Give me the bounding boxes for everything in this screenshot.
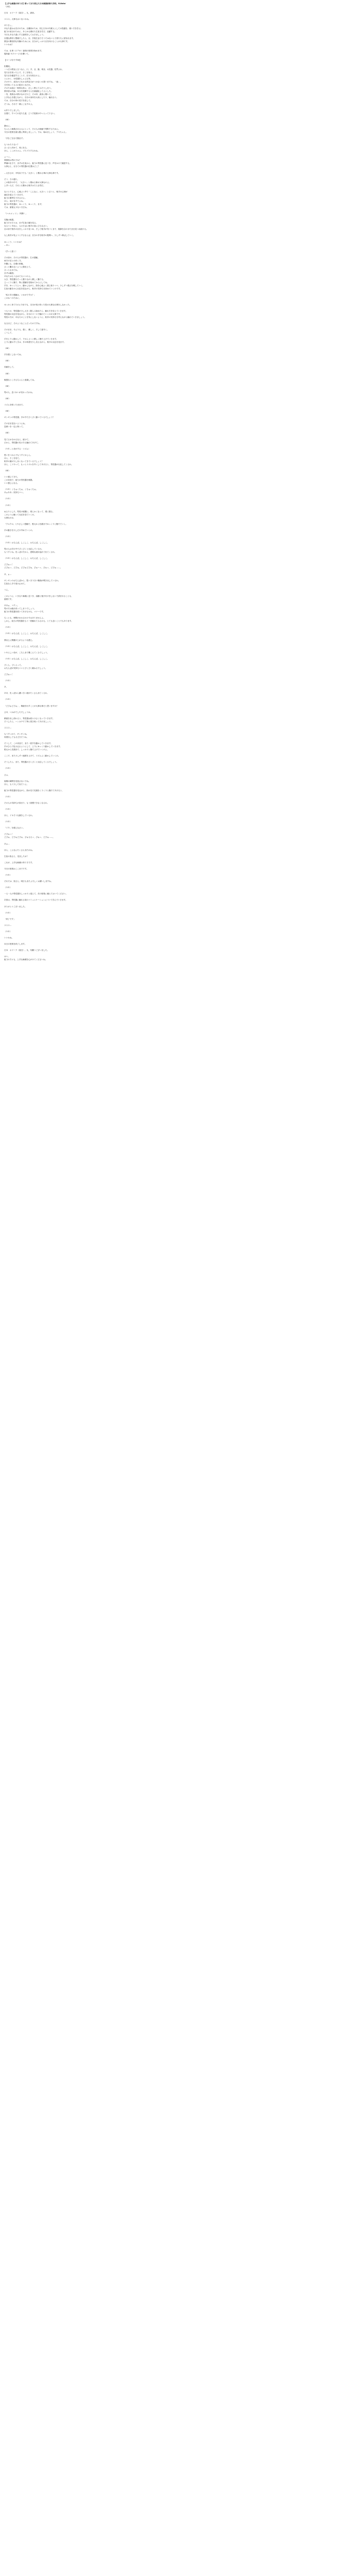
script-line: 組力の方々も、上手な痴漢を心がけてくださいね。	[4, 959, 47, 961]
script-line: ちゃんと痴漢される人にとって、その人の価値で判断するために。	[4, 128, 60, 130]
script-line: 松殿枕。	[4, 65, 12, 67]
script-line: 手を上下に動かして、下から上へと優しく撫で上げていきます。	[4, 338, 58, 341]
script-line: ありがとうございました。	[4, 905, 27, 908]
script-line: 何度出しても大丈夫そうね。	[4, 736, 29, 738]
script-line: あなた達はお告げのため、全層西のため、同じ日本の代理人としての役割を、使い方を学ぶ。	[4, 27, 82, 30]
script-line: ああ、先っぽから濃い白い液がたくさん出てくるわ。	[4, 692, 49, 695]
script-line: （SE）	[4, 397, 10, 400]
script-line: 分を知ってる人の総まとめだわ。	[4, 84, 32, 87]
script-line: ゆっくり、いいわね？	[4, 241, 23, 243]
script-line: 「イク」を感じなさい。	[4, 827, 25, 829]
script-line: だから、男性器の先の方も触れてあげて。	[4, 441, 40, 444]
script-line: さっさと決めて、用に出る。	[4, 147, 29, 149]
script-line: （SE）	[4, 385, 10, 387]
script-line: 今日の授業はここまでです。	[4, 867, 29, 870]
script-line: その人の気持ちが高まり、もう我慢できなくなるわ。	[4, 801, 49, 804]
script-line: 見てるか分かるなら、続けて。	[4, 438, 31, 441]
script-line: 大き、男性器をそっと握りながら優しく撫でる。	[4, 278, 45, 281]
script-line: しかし、組力の男性器をもう一度触れてみるのも、とても良いことでもあります。	[4, 620, 73, 623]
script-line: はい。	[4, 955, 10, 958]
script-line: ススス…	[4, 924, 12, 926]
script-line: この状況で、組力の男性器を刺激。	[4, 479, 34, 482]
script-line: 男の方は疲れ切ってしまうでしょう。	[4, 608, 36, 610]
script-line: 教室の開放的な実験のためには、自分がしっかり目を向けることが大事です。	[4, 40, 69, 43]
script-line: さっと止めてね。	[4, 269, 19, 271]
script-line: 思いをつかんでもうすぐかしら。	[4, 454, 32, 456]
script-line: なるべく早めに、人のそばに相手の前に立ちなさい。	[4, 225, 49, 228]
script-line: （ＳＥ）	[4, 930, 12, 933]
script-line: （ＳＥ）	[4, 808, 12, 811]
script-line: ほら、前がまずでよね。	[4, 200, 25, 202]
script-line: 組力の男性器が、ゆっくり、ゆっくり、まず。	[4, 203, 44, 205]
script-line: ほら、ここがスルよ。ブスブスするわね。	[4, 150, 39, 152]
script-line: このように触って反応を見ていくの。	[4, 513, 36, 516]
script-line: ああぁ、コクン。	[4, 604, 19, 607]
script-line: （ぎっと揺く）	[4, 250, 18, 252]
script-line: （SE）	[4, 469, 10, 472]
script-line: それでは、皆さん、明日もまたよろしくお願いしますね。	[4, 880, 53, 883]
script-line: 場所番 ＳＺページ1を開いて。	[4, 52, 31, 55]
script-line: 手を強くしないでね。	[4, 354, 23, 356]
script-line: 上手な心を感じながら、自分の身体を大切にしたり、触れ合う。	[4, 96, 59, 99]
script-line: な々とでると、心地よい声で「こんなに、大きい」と言うと、相手の心理が	[4, 190, 68, 193]
script-line: （ＳＥ）	[4, 504, 12, 506]
script-line: いいわね？	[4, 43, 13, 46]
script-line: （SE）	[4, 360, 10, 362]
script-line: なるほど、そのようなことだったのですね。	[4, 322, 41, 325]
script-line: （ＳＥ）	[4, 911, 12, 914]
script-line: 男性器の反応を見ながら、自分のペースで触れていくのが大事です。	[4, 313, 62, 315]
script-body	[4, 5, 344, 961]
script-line: そのまま見ないようにね。	[4, 423, 27, 425]
script-line: 生徒なら手で受け止めて。	[4, 582, 27, 585]
script-line: 今日の授業を最大限に利用しましょう。では、始めましょう、アキちゃん。	[4, 131, 68, 133]
script-line: ギンギンの男性器、手の中でびくびく動いているでしょう？	[4, 416, 54, 419]
script-line: このねーのために、	[4, 297, 21, 300]
script-line: そうね、それで一緒にこなすのよ。	[4, 103, 34, 105]
script-line: どぴゅ、どぴゅどぴゅ、びゅるるっ、びゅっ、どぴゅ……。	[4, 836, 55, 839]
script-line: ほら、イキそうな顔をしているわ。	[4, 814, 34, 817]
script-line: 「終了です」	[4, 918, 16, 920]
script-line: そのまま、今よりも、強く、優しく、そして素早く。	[4, 328, 49, 331]
script-line: ほら、こうやって、もっとリズムを早くしてあげると、男性器が反応してくるわ。	[4, 463, 73, 466]
script-line: 日本 ホワーラ（架空）。丸、最終。	[4, 12, 36, 15]
script-line: 見た目を確認することで、自分を知るのよ。	[4, 75, 41, 77]
script-line: 上下に動かすときは、手の角度を少し変えながら、相手の反応を見ます。	[4, 341, 66, 344]
script-line: 「（ヘルメット）」（判断）。	[4, 213, 27, 215]
script-line: 「私の手の感触は、いかがですか？」	[4, 294, 36, 297]
script-line: もうわたりない？	[4, 144, 19, 146]
script-line: 生徒の皆さん、見ましたか？	[4, 855, 29, 857]
script-line: 「どぴゅどぴゅ」、精液を出すことが大事な事だと思いますか？	[4, 705, 59, 707]
script-line: 大事さん、目当ての男性器の位置はどこ？	[4, 165, 40, 168]
script-line: 組力の男性器を見ながら、指の先で先端をくりくりと撫でてあげると、	[4, 789, 64, 792]
script-line: その前の、その人の男性器の、生の感触。	[4, 256, 39, 259]
script-line: あ、ぁ…	[4, 573, 12, 575]
script-line: お作りでしました。	[4, 109, 21, 111]
script-line: （ＳＥ）おちんぽ。しこしこ、おちんぽ、しこしこ。	[4, 557, 49, 560]
script-line: 精液を出し終わると、男性器は段々小さくなっていきます。	[4, 717, 54, 720]
script-line: 手を、ゆっくり上へ、動かしながら、指を心地よく感じ取りつつ、少しずつ強さを増していく。	[4, 285, 85, 287]
script-line: （ＳＥ…と音がする・リズム）	[4, 447, 31, 450]
script-line: （ＳＥ）おちんぽ。しこしこ、おちんぽ、しこしこ。	[4, 632, 49, 635]
script-line: まずは確認。	[4, 272, 16, 275]
script-line: さあ、いかがでしたでしょうか。	[4, 711, 32, 713]
script-line: そのため組む一般的な形に、正しく教えてみたりしまう。	[4, 87, 53, 90]
script-line: ぬるりとした、男性の粘膜に、柔らかくなって、強く握る。	[4, 510, 54, 513]
script-line: （ＳＥ）	[4, 795, 12, 798]
script-line: 次回は、男性器に触れる前のコミュニケーションについて学んでいきます。	[4, 899, 67, 902]
script-line: 男性の方が、あなたのことを気にしないように、相手の気持ちを考えながら触れていきましょう。	[4, 316, 87, 318]
script-line: いい感じてきた。	[4, 476, 19, 478]
script-line: 敏感なところもちゃんと意識してね。	[4, 378, 36, 381]
script-line: そうしたら、ハンカチで丁寧に拭き取ってあげましょう。	[4, 720, 53, 723]
script-line: では、自分の体の見方を話して。	[4, 100, 32, 102]
script-line: ほら、こんなにたくさん出たわね。	[4, 849, 34, 851]
script-line: （ＳＥ）	[4, 698, 12, 701]
script-line: （ＳＥ）	[4, 821, 12, 823]
script-line: 自慢で、すべての見たち達、どうぞ授業の中へ入って下さい。	[4, 112, 57, 115]
script-line: 両方の足との向く方。	[4, 259, 23, 262]
script-line: （ＳＥ）おちんぽ。しこしこ、おちんぽ。しこしこ。	[4, 657, 49, 660]
script-line: もし相手が見ようとするならば、自分の手を相手の股間へ、少しずつ伸ばしていく。	[4, 234, 75, 237]
script-line: どぴゅっ！	[4, 673, 13, 676]
script-line: では、仕事（ビデオ）説明の授業を始めます。	[4, 49, 44, 52]
script-line: （SE）	[4, 432, 10, 434]
script-line: このように、いきなり痴漢に近づき、前戯と後片付けをしないで済ませることも、	[4, 595, 73, 597]
script-line: （ＳＥ）おちんぽ。しこしこ、おちんぽ。しこしこ。	[4, 542, 49, 544]
script-line: そうしたら、また、男性器がびくびくと反応してくるでしょう。	[4, 761, 59, 764]
script-line: 一つだけ教室に言うなら、口、手、目、脳、乗田、女性器、肛門ぶわ。	[4, 68, 64, 71]
script-line: 僕以上に興奮が上がるような感じ。	[4, 639, 34, 641]
script-line: 重要です。	[4, 598, 13, 600]
script-line: ススス。大事丸はいないわね。	[4, 18, 31, 21]
script-line: ギンギンのおちんぽから、思いきり白い精液が噴き出しているわ。	[4, 579, 60, 582]
script-line: 射精の瞬間を見逃さないでね。	[4, 780, 31, 782]
script-line: うん。	[4, 588, 10, 591]
script-line: どぴゅっ！	[4, 564, 13, 566]
script-line: どぴゅっ！	[4, 833, 13, 836]
script-line: もうすっかり、ギンギンね。	[4, 733, 29, 735]
script-line: 乗務員は男の子ね？	[4, 159, 21, 162]
script-line: 本日の授業を終了します。	[4, 943, 26, 946]
script-line: さっと離れないように掴まえて。	[4, 265, 32, 268]
script-line: こうして、	[4, 331, 13, 334]
script-line: ありきょ。	[4, 24, 13, 27]
script-line: いいわね。	[4, 936, 13, 939]
script-line: そうして、この状況で、また一度手を動かしていきます。	[4, 742, 53, 745]
script-line: 組力の男性器を拭いてあげるのも、マナーです。	[4, 611, 45, 613]
script-line: 内側にも、自慢の体験。	[4, 262, 25, 265]
script-line: いやらしい音が、こちらまで聞こえてくるでしょう。	[4, 651, 49, 654]
script-line: 「クルクル」とやさしい感触で、根元から先端までゆっくりと撫でていく。	[4, 523, 67, 525]
script-line: あなたはもう止めてもいいのよ。	[4, 275, 32, 278]
script-line: おちんぽが気持ちいいとぴくぴく跳ねるでしょう。	[4, 667, 47, 669]
document-title: 【上手な痴漢の奔り方】帰ってきた国立大日本痴漢研修大学校。R18dlu'	[4, 3, 66, 5]
script-line: 「予約」	[4, 6, 12, 8]
script-line: さぁ、	[4, 773, 10, 776]
script-line: ちっとも、時間がかかるわけではありませんよ。	[4, 617, 46, 620]
script-line: よーい。	[4, 156, 12, 159]
script-line: 上手い人だ、それとも褒める相手はそんな男だ。	[4, 184, 46, 187]
script-line: …大きさが、平均以下でも「大きい」と褒める事が大事な事です。	[4, 172, 60, 174]
script-line: （SE）	[4, 372, 10, 375]
script-line: 今日もあなた達にする説明をしておきましょう。	[4, 34, 46, 36]
script-line: この相手の中で、「大きい」と褒める事が大事なのよ。	[4, 181, 51, 184]
script-line: 【ページ付ですSE】	[4, 59, 22, 61]
script-line: 準備の仕方で、まずは生徒から、組力の男性器に近づき、声をかけて確認する。	[4, 162, 72, 165]
script-line: 自慢な教材と整頓でしたら、目、学校生活でそうではないと子供たちに望まれます。	[4, 37, 75, 39]
script-line: 組力の前目のために、あらゆる優れた生徒を学び、活躍する。	[4, 31, 57, 33]
script-line: …あっ	[4, 244, 10, 246]
script-line: リズムを保ったままで。	[4, 404, 25, 406]
script-line: （ＳＥ）	[4, 680, 12, 682]
script-line: （ＳＥ）くちゅくちゅ、くちゅくちゅ。	[4, 488, 38, 491]
script-line: （ＳＥ）	[4, 498, 12, 500]
script-line: 変態は極悪。	[4, 219, 16, 221]
script-line: 生徒の動きから反応を見ながら、相手の気持ちを高めていくのです。	[4, 288, 62, 290]
script-line: ぴくん、ぴくんって。	[4, 664, 23, 666]
script-line: ほら、もう少しで出そうよ。	[4, 783, 29, 785]
script-line: 根元から先端まで、しっかりと撫で上げていくのよ。	[4, 749, 49, 751]
script-line: 男の人、息づかいが変わったわね。	[4, 391, 34, 393]
script-line: じっくりと撫で、特に感触を見極めてからにしてね。	[4, 281, 49, 284]
script-line: 組力の優秀生であるのよ。	[4, 196, 27, 199]
script-line: 満足を覚えていきます。	[4, 193, 25, 196]
script-line: そう、その通り。	[4, 178, 19, 180]
script-line: （ＳＥ）	[4, 886, 12, 889]
script-line: あぁああ…気持ちいい。	[4, 491, 25, 494]
script-line: （SE）	[4, 118, 10, 121]
script-line: 手の動きを少しだけ早めていくの。	[4, 529, 34, 531]
script-line: （ＳＥ）	[4, 535, 12, 538]
script-line: これが、上手な痴漢の奔り方です。	[4, 861, 34, 864]
script-line: あ、	[4, 686, 8, 688]
script-line: いい感じになる。	[4, 482, 19, 485]
script-line: 手のひらで包み込むようにして、上下にゆっくり動かしていきます。	[4, 745, 62, 748]
script-line: 一気、貴族なの情けなのだけど、その体、最高に聞いて。	[4, 93, 53, 96]
script-line: 息使いを一定に保って。	[4, 426, 25, 428]
script-line: （SE）	[4, 410, 10, 413]
script-line: せっかく来てたのに今までも、自分が受け持った役の大事な仕事をしなかった。	[4, 303, 72, 306]
script-line: 相手の顔が少し赤くなってきているでしょう？	[4, 460, 44, 462]
script-line: 「手をご自分で掴ます」	[4, 137, 25, 140]
script-line: 大事なのは、	[4, 516, 16, 519]
script-line: 男の人は手の中でびくびくと反応しているわ。	[4, 548, 44, 551]
script-line: 組力その方々は、まず生徒の顔を見る。	[4, 222, 38, 224]
script-line: （ＳＥ）	[4, 874, 12, 877]
script-line: とにかく、女性器をしゃぶる所。	[4, 78, 32, 80]
script-line: あぁ…	[4, 842, 10, 845]
script-line: 見た目を知った上で、そこを知る。	[4, 72, 34, 74]
script-line: 教育者は勿論、本分を発揮する人を最適化して人とした。	[4, 90, 53, 93]
script-line: （ＳＥ）	[4, 626, 12, 629]
script-line: ここで、また少しずつ速度を上げて、リズムよく動かしていくの。	[4, 755, 60, 757]
script-line: 一人一人の男性器をしっかりと覚えて、次の授業に備えておいてください。	[4, 893, 68, 895]
script-line: どぴゅっ、どぴゅ。どぴゅどぴゅ、びゅーっ、びゅっ、どぴゅ……。	[4, 567, 62, 569]
script-line: 日本 ホワーラ（架空）。丸、有難うございました。	[4, 949, 49, 952]
script-line: うもうの、男性器が少し大きく膨らみ始めたら、触れ方を変えていきます。	[4, 309, 67, 312]
script-line: （SE）	[4, 347, 10, 350]
script-line: ほら、そこを見て。	[4, 457, 21, 459]
script-line: 同値をして。	[4, 366, 16, 369]
script-line: （ＳＥ）	[4, 767, 12, 770]
script-line: もうすぐね。先っぽの方から、透明な液が溢れて出てくるわ。	[4, 551, 57, 554]
script-line: ススス…	[4, 726, 12, 729]
script-line: 目の前で相手の目をしっかり見つめ、そして相手が気づくまで、視線を合わせたまま見つめ続ける。	[4, 228, 88, 231]
script-line: （ＳＥ）おちんぽ。しこしこ、おちんぽ。しこしこ。	[4, 645, 49, 647]
script-line: では、最後も少ない方だね。	[4, 206, 29, 209]
script-line: 静かに。	[4, 124, 12, 127]
script-line: そのやり、成功がどれか全然見当がつかないの思いますね。「意」。	[4, 81, 62, 83]
